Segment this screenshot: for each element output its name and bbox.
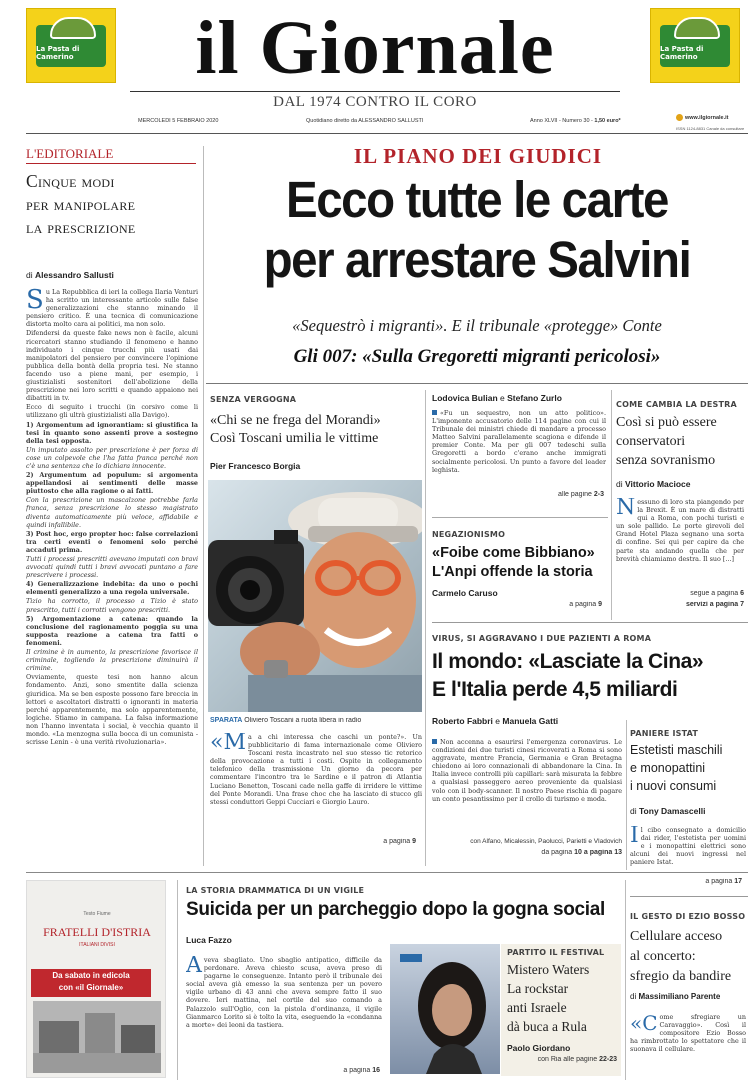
dropcap: S bbox=[26, 288, 44, 315]
vigile-byline: Luca Fazzo bbox=[186, 935, 232, 945]
paniere-page-ref[interactable] bbox=[630, 878, 742, 885]
editorial-byline bbox=[26, 270, 196, 280]
festival-credits: con Ria alle pagine bbox=[537, 1056, 598, 1063]
festival-headline-line: Mistero Waters bbox=[507, 962, 590, 977]
page-prefix: alle pagine bbox=[558, 491, 592, 498]
vigile-body-text: veva sbagliato. Uno sbaglio antipatico, difficile da perdonare. Aveva chiesto scusa, aveva preso di pagarne le conseguenze. Intanto però il tribunale dei social aveva già emesso la sua sentenza per un povero vigile urbano di 43 anni che aveva sempre fatto il suo dovere. Ieri mattina, nel cortile del suo comando a Palazzolo sull'Oglio, con la pistola d'ordinanza, il vigile Gianmarco Lorito si è tolto la vita, eseguendo la «condanna a morte» dei leoni da tastiera. bbox=[186, 956, 382, 1029]
festival-headline-line: anti Israele bbox=[507, 1000, 567, 1015]
page-number: 2-3 bbox=[593, 491, 604, 498]
masthead-subtitle: DAL 1974 CONTRO IL CORO bbox=[273, 94, 477, 110]
author-name: Vittorio Macioce bbox=[625, 479, 691, 489]
festival-byline: Paolo Giordano bbox=[507, 1043, 571, 1053]
author-prefix: di bbox=[26, 270, 33, 280]
foibe-page-ref[interactable] bbox=[432, 601, 602, 608]
toscani-headline-line: «Chi se ne frega del Morandi» bbox=[210, 413, 381, 428]
festival-box[interactable] bbox=[501, 944, 621, 1076]
festival-headline bbox=[507, 960, 619, 1036]
festival-kicker: PARTITO IL FESTIVAL bbox=[507, 948, 605, 957]
foibe-byline: Carmelo Caruso bbox=[432, 588, 498, 598]
byline-and: e bbox=[500, 393, 505, 403]
lead-subhead: «Sequestrò i migranti». E il tribunale «protegge» Conte bbox=[292, 316, 662, 335]
vigile-kicker: LA STORIA DRAMMATICA DI UN VIGILE bbox=[186, 886, 365, 895]
author-name: Massimiliano Parente bbox=[638, 992, 721, 1001]
paragraph: Con la prescrizione un mascalzone potrebbe farla franca, senza prescrizione lo stesso magistrato diventa automaticamente più veloce, affidabile e quindi infallibile. bbox=[26, 496, 198, 529]
cina-headline-line: Il mondo: «Lasciate la Cina» bbox=[432, 650, 704, 673]
dropcap: I bbox=[630, 826, 639, 848]
destra-headline-line: senza sovranismo bbox=[616, 453, 716, 468]
cina-headline[interactable] bbox=[432, 648, 750, 704]
editorial-title[interactable] bbox=[26, 170, 198, 239]
lead-headline-line: per arrestare Salvini bbox=[263, 231, 691, 288]
destra-headline[interactable] bbox=[616, 413, 748, 470]
editorial-body bbox=[26, 288, 198, 863]
toscani-body bbox=[210, 733, 422, 829]
page-number: 9 bbox=[598, 601, 602, 608]
dropcap: N bbox=[616, 498, 636, 520]
cina-body bbox=[432, 738, 622, 830]
page-number: 22-23 bbox=[599, 1056, 617, 1063]
destra-body bbox=[616, 498, 744, 582]
destra-page-ref[interactable] bbox=[616, 590, 744, 597]
toscani-page-ref[interactable] bbox=[210, 838, 416, 845]
author-name: Stefano Zurlo bbox=[507, 393, 562, 403]
page-prefix: a pagina bbox=[569, 601, 597, 608]
paniere-byline bbox=[630, 806, 748, 816]
author-prefix: di bbox=[616, 479, 623, 489]
website-link[interactable] bbox=[676, 114, 748, 121]
destra-kicker: COME CAMBIA LA DESTRA bbox=[616, 400, 737, 409]
editorial-title-line: la prescrizione bbox=[26, 217, 136, 237]
photographer-illustration bbox=[208, 480, 422, 712]
paragraph: 3) Post hoc, ergo propter hoc: false correlazioni tra certi eventi o fenomeni solo perché accaduti prima. bbox=[26, 529, 198, 554]
promo-banner bbox=[31, 969, 151, 997]
foibe-headline[interactable] bbox=[432, 544, 612, 582]
masthead-title: il Giornale bbox=[195, 6, 555, 90]
book-cover-photo bbox=[33, 1001, 161, 1073]
book-promo[interactable] bbox=[26, 880, 166, 1078]
paniere-body-text: l cibo consegnato a domicilio dai rider, l'estetista per uomini e i monopattini elettrici sono alcuni dei nuovi ingressi nel paniere Istat. bbox=[630, 826, 746, 867]
director-line: Quotidiano diretto da ALESSANDRO SALLUSTI bbox=[306, 118, 424, 124]
editorial-title-line: per manipolare bbox=[26, 194, 136, 214]
page-prefix: da pagina bbox=[541, 849, 573, 856]
page-prefix: a pagina bbox=[343, 1067, 371, 1074]
toscani-photo bbox=[208, 480, 422, 712]
rula-portrait bbox=[390, 944, 500, 1074]
paragraph: Un imputato assolto per prescrizione è per forza di cose un colpevole che l'ha fatta franca perché non c'è una sentenza che lo dichiara innocente. bbox=[26, 445, 198, 470]
paragraph: u La Repubblica di ieri la collega Ilaria Venturi ha scritto un interessante articolo sulle false generalizzazioni che stanno minando il pensiero critico. È una tecnica di comunicazione distorta molto cara ai politici, ma non solo. bbox=[26, 288, 198, 329]
page-number: 9 bbox=[412, 838, 416, 845]
paragraph: 2) Argumentum ad populum: si argomenta appellandosi ai sentimenti delle masse piuttosto che alla ragione o ai fatti. bbox=[26, 471, 198, 496]
foibe-kicker: NEGAZIONISMO bbox=[432, 530, 506, 539]
left-sponsor-logo[interactable] bbox=[26, 8, 116, 83]
servizi-page: a pagina 7 bbox=[709, 601, 744, 608]
right-sponsor-logo[interactable] bbox=[650, 8, 740, 83]
byline-and: e bbox=[495, 716, 501, 726]
paragraph: 1) Argomentum ad ignorantiam: si giustifica la tesi in quanto sono assenti prove a sostegno della tesi opposta. bbox=[26, 420, 198, 445]
author-prefix: di bbox=[630, 806, 637, 816]
website-sub: ISSN 1124-8831 Canale da consultare bbox=[676, 126, 745, 131]
page-number: 16 bbox=[372, 1067, 380, 1074]
lead-page-ref[interactable] bbox=[432, 491, 604, 498]
page-prefix: segue a pagina bbox=[690, 590, 739, 597]
caption-text: Oliviero Toscani a ruota libera in radio bbox=[244, 717, 362, 724]
toscani-headline-line: Così Toscani umilia le vittime bbox=[210, 431, 379, 446]
bosso-headline-line: sfregio da bandire bbox=[630, 969, 732, 984]
paniere-headline-line: i nuovi consumi bbox=[630, 779, 717, 793]
bosso-headline-line: al concerto: bbox=[630, 949, 696, 964]
foibe-headline-line: «Foibe come Bibbiano» bbox=[432, 545, 595, 561]
paragraph: Il crimine è in aumento, la prescrizione favorisce il criminale, togliendo la prescrizione diminuirà il crimine. bbox=[26, 648, 198, 673]
author-prefix: di bbox=[630, 992, 637, 1001]
website-text: www.ilgiornale.it bbox=[685, 114, 729, 121]
caption-kicker: SPARATA bbox=[210, 717, 243, 724]
festival-headline-line: La rockstar bbox=[507, 981, 569, 996]
pasta-logo-badge bbox=[660, 25, 730, 67]
lead-headline[interactable] bbox=[225, 170, 729, 290]
banner-line: con «il Giornale» bbox=[58, 983, 124, 992]
destra-servizi-ref[interactable] bbox=[616, 601, 744, 608]
author-name: Roberto Fabbri bbox=[432, 716, 493, 726]
cina-credits: con Alfano, Micalessin, Paolucci, Parietti e Vladovich bbox=[470, 838, 622, 845]
paragraph: Ecco di seguito i trucchi (in corsivo come li utilizzano gli ultrà giustizialisti alla Davigo). bbox=[26, 403, 198, 420]
cina-kicker: VIRUS, SI AGGRAVANO I DUE PAZIENTI A ROMA bbox=[432, 634, 652, 643]
paragraph: Tizio ha corrotto, il processo a Tizio è stato prescritto, tutti i corrotti vengono prescritti. bbox=[26, 597, 198, 614]
foibe-headline-line: L'Anpi offende la storia bbox=[432, 564, 593, 580]
toscani-caption bbox=[210, 717, 424, 724]
lead-body bbox=[432, 409, 606, 483]
paragraph: 4) Generalizzazione indebita: da uno o pochi elementi generalizzo a una regola universale. bbox=[26, 580, 198, 597]
editorial-kicker: L'EDITORIALE bbox=[26, 146, 114, 161]
toscani-headline[interactable] bbox=[210, 412, 422, 448]
servizi-prefix: servizi bbox=[686, 601, 708, 608]
price: 1,50 euro* bbox=[594, 118, 621, 124]
paragraph: Difendersi da queste fake news non è facile, alcuni ricercatori stanno studiando il fenomeno e hanno individuato i cinque trucchi più usati dai manipolatori del pensiero per convincere l'opinione pubblica della bontà della propria tesi. Ne stanno facendo uso a piene mani, per esempio, i giustizialisti sostenitori dell'abolizione della prescrizione nei loro scritti e quando appaiono nei dibattiti in tv. bbox=[26, 329, 198, 403]
paniere-headline-line: Estetisti maschili bbox=[630, 743, 723, 757]
toscani-kicker: SENZA VERGOGNA bbox=[210, 395, 297, 404]
dropcap: «M bbox=[210, 733, 246, 755]
festival-headline-line: dà buca a Rula bbox=[507, 1019, 587, 1034]
destra-body-text: essuno di loro sta piangendo per la Brexit. È un mare di distratti qui a Roma, con pochi turisti e un sole pallido. Le porte girevoli del Grand Hotel Plaza segnano una sorta di confine. Sei qui per capire da che parte sta andando quella che per brevità chiamiamo destra. Il suo [...] bbox=[616, 498, 744, 563]
paniere-kicker: PANIERE ISTAT bbox=[630, 729, 699, 738]
destra-headline-line: Così si può essere bbox=[616, 415, 717, 430]
cina-headline-line: E l'Italia perde 4,5 miliardi bbox=[432, 678, 678, 701]
logo-text: La Pasta di Camerino bbox=[660, 44, 704, 61]
dropcap: A bbox=[186, 956, 202, 978]
lead-kicker: IL PIANO DEI GIUDICI bbox=[353, 144, 603, 168]
lead-body-text: «Fu un sequestro, non un atto politico». L'imponente accusatorio delle 114 pagine con cui il Tribunale dei ministri chiede di mandare a processo Matteo Salvini parallelamente scagiona e difende il premier Conte. Ma per gli 007 tedeschi sulla Gregoretti a bordo c'erano anche immigrati socialmente pericolosi. Un punto a favore del leader leghista. bbox=[432, 409, 606, 474]
page-prefix: a pagina bbox=[705, 878, 733, 885]
vigile-page-ref[interactable] bbox=[186, 1067, 380, 1074]
paniere-headline-line: e monopattini bbox=[630, 761, 706, 775]
toscani-byline: Pier Francesco Borgia bbox=[210, 461, 301, 471]
page-number: 6 bbox=[740, 590, 744, 597]
paragraph: 5) Argomentazione a catena: quando la conclusione del ragionamento poggia su una supposta reazione a catena tra fatti o fenomeni. bbox=[26, 614, 198, 647]
globe-icon bbox=[676, 114, 683, 121]
vigile-body bbox=[186, 956, 382, 1060]
toscani-body-text: a a chi interessa che caschi un ponte?». Un pubblicitario di fama internazionale come Oliviero Toscani resta incastrato nel suo stesso tic retorico della provocazione a tutti i costi. Ospite in collegamento telefonico della trasmissione Un giorno da pecora per commentare l'incontro tra le Sardine e il patron di Atlantia Luciano Benetton, Toscani cade nella gaffe di irridere le vittime del Ponte Morandi. Una frase choc che ha lasciato di stucco gli stessi conduttori Geppi Cucciari e Giorgio Lauro. bbox=[210, 733, 422, 806]
page-prefix: a pagina bbox=[383, 838, 411, 845]
bosso-headline[interactable] bbox=[630, 927, 748, 987]
banner-line: Da sabato in edicola bbox=[52, 971, 130, 980]
destra-headline-line: conservatori bbox=[616, 434, 686, 449]
bosso-byline bbox=[630, 992, 748, 1001]
page-number: 17 bbox=[734, 878, 742, 885]
author-name: Manuela Gatti bbox=[502, 716, 559, 726]
book-title: FRATELLI D'ISTRIA bbox=[43, 925, 151, 939]
logo-text: La Pasta di Camerino bbox=[36, 44, 80, 61]
bosso-kicker: IL GESTO DI EZIO BOSSO bbox=[630, 912, 746, 921]
bullet-icon bbox=[432, 739, 437, 744]
festival-page-ref bbox=[505, 1056, 617, 1063]
cina-byline bbox=[432, 716, 622, 726]
editorial-title-line: Cinque modi bbox=[26, 171, 115, 191]
paragraph: Tutti i processi prescritti avevano imputati con bravi avvocati quindi tutti i bravi avvocati puntano a fare prescrivere i processi. bbox=[26, 555, 198, 580]
vigile-headline[interactable]: Suicida per un parcheggio dopo la gogna social bbox=[186, 899, 606, 920]
festival-photo bbox=[390, 944, 500, 1074]
author-name: Lodovica Bulian bbox=[432, 393, 498, 403]
lead-subhead-2: Gli 007: «Sulla Gregoretti migranti pericolosi» bbox=[293, 346, 661, 367]
bosso-body-text: ome sfregiare un Caravaggio». Così il compositore Ezio Bosso ha rimbrottato lo spettatore che il suonava il cellulare. bbox=[630, 1013, 746, 1054]
bullet-icon bbox=[432, 410, 437, 415]
issue-date: MERCOLEDÌ 5 FEBBRAIO 2020 bbox=[138, 118, 219, 124]
issue-number bbox=[530, 118, 640, 124]
paniere-body bbox=[630, 826, 746, 876]
book-top: Testo Fiume bbox=[83, 911, 111, 917]
cina-page-ref[interactable] bbox=[432, 849, 622, 856]
destra-byline bbox=[616, 479, 748, 489]
page-number: 10 a pagina 13 bbox=[574, 849, 622, 856]
bosso-headline-line: Cellulare acceso bbox=[630, 929, 723, 944]
paragraph: Ovviamente, queste tesi non hanno alcun fondamento. Anzi, sono smentite dalla scienza giuridica. Ma se ben esposte possono fare breccia in lettori e ascoltatori distratti o ignoranti in materia perché apparentemente, ma solo apparentemente, logiche. Stiamo in campana. La falsa informazione non l'hanno inventata i social, è vecchia quanto il mondo. «La menzogna sulla bocca di un comunista - scrisse Lenin - è una verità rivoluzionaria». bbox=[26, 673, 198, 747]
lead-headline-line: Ecco tutte le carte bbox=[285, 171, 669, 228]
bosso-body bbox=[630, 1013, 746, 1077]
dropcap: «C bbox=[630, 1013, 658, 1035]
cina-body-text: Non accenna a esaurirsi l'emergenza coronavirus. Le condizioni dei due turisti cinesi ricoverati a Roma si sono aggravate, mentre Francia, Germania e Gran Bretagna chiedono ai loro connazionali di abbandonare la Cina. In Italia invece controlli più capillari: sarà misurata la febbre a qualsiasi passeggero aereo proveniente da qualsiasi volo con il body-scanner. Il nostro Paese rischia di pagare un conto pesantissimo per il crollo di turismo e moda. bbox=[432, 738, 622, 803]
author-name: Alessandro Sallusti bbox=[35, 270, 114, 280]
author-name: Tony Damascelli bbox=[639, 806, 706, 816]
issue-text: Anno XLVII - Numero 30 - bbox=[530, 118, 593, 124]
paniere-headline[interactable] bbox=[630, 741, 748, 795]
book-subtitle: ITALIANI DIVISI bbox=[79, 942, 115, 948]
pasta-logo-badge bbox=[36, 25, 106, 67]
lead-byline bbox=[432, 393, 612, 403]
